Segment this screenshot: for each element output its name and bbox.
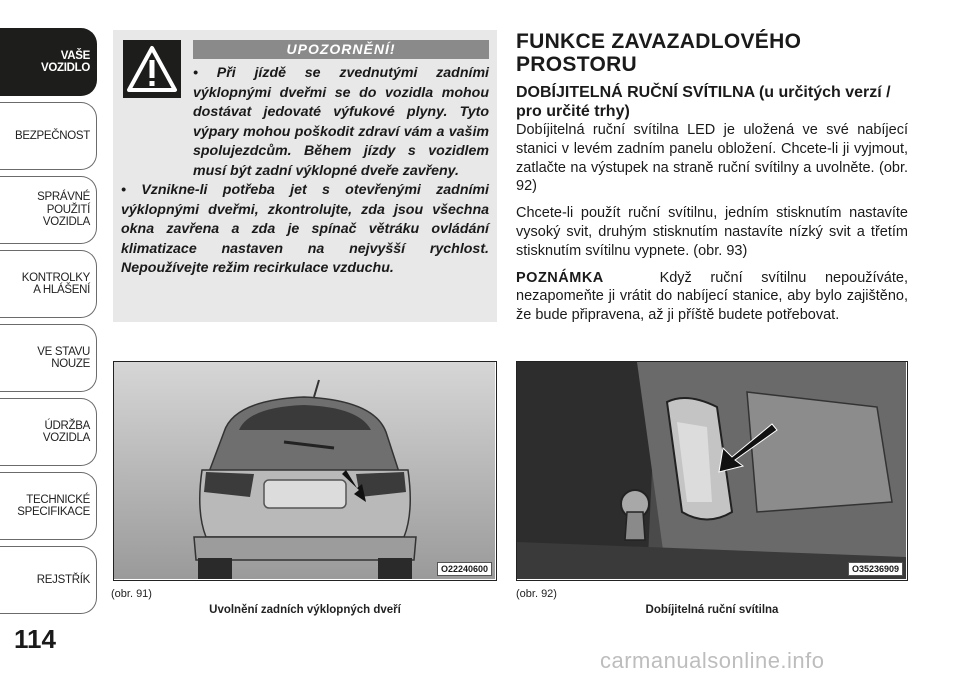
tab-technicke-specifikace[interactable]	[0, 472, 97, 540]
tab-label: KONTROLKY A HLÁŠENÍ	[21, 271, 90, 296]
tab-ve-stavu-nouze[interactable]	[0, 324, 97, 392]
tab-udrzba[interactable]	[0, 398, 97, 466]
figure-code: O22240600	[437, 562, 492, 576]
tab-bezpecnost[interactable]	[0, 102, 97, 170]
figure-91-caption: Uvolnění zadních výklopných dveří	[209, 604, 401, 616]
watermark: carmanualsonline.info	[600, 648, 825, 673]
paragraph-2: Chcete-li použít ruční svítilnu, jedním stisknutím nastavíte vysoký svit, druhým stisknutím nastavíte nízký svit a třetím stisknutím svítilnu vypnete. (obr. 93)	[516, 205, 908, 259]
tab-vase-vozidlo[interactable]	[0, 28, 97, 96]
note-paragraph	[516, 269, 908, 325]
warning-box	[113, 30, 497, 322]
figure-92-caption: Dobíjitelná ruční svítilna	[645, 604, 779, 616]
tab-label: TECHNICKÉ SPECIFIKACE	[17, 493, 90, 518]
section-subheading: DOBÍJITELNÁ RUČNÍ SVÍTILNA (u určitých verzí / pro určité trhy)	[516, 84, 891, 120]
warning-title: UPOZORNĚNÍ!	[193, 40, 489, 59]
note-label: POZNÁMKA	[516, 269, 604, 286]
section-content	[516, 30, 908, 333]
paragraph-1: Dobíjitelná ruční svítilna LED je uložená ve své nabíjecí stanici v levém zadním panelu obložení. Chcete-li ji vyjmout, zatlačte na výstupek na straně ruční svítilny a uvolněte. (obr. 92)	[516, 122, 908, 195]
figure-92-ref: (obr. 92)	[516, 588, 557, 600]
tab-kontrolky[interactable]	[0, 250, 97, 318]
note-text: Když ruční svítilnu nepoužíváte, nezapomeňte ji vrátit do nabíjecí stanice, aby bylo zajištěno, že bude připravena, až ji příště budete potřebovat.	[516, 269, 908, 324]
flashlight-in-panel-icon	[517, 362, 906, 579]
tab-label: SPRÁVNÉ POUŽITÍ VOZIDLA	[37, 191, 90, 229]
chapter-tabs	[0, 28, 97, 620]
figure-code: O35236909	[848, 562, 903, 576]
tab-label: ÚDRŽBA VOZIDLA	[42, 419, 90, 444]
warning-paragraph-2: • Vznikne-li potřeba jet s otevřenými zadními výklopnými dveřmi, zkontrolujte, zda jsou všechna okna zavřena a zda je spínač větráku ovládání klimatizace nastaven na nejvyšší rychlost. Nepoužívejte režim recirkulace vzduchu.	[121, 182, 489, 276]
tab-spravne-pouziti[interactable]	[0, 176, 97, 244]
figure-91	[113, 361, 497, 581]
warning-text	[121, 64, 489, 279]
page-number: 114	[14, 624, 56, 654]
section-heading: FUNKCE ZAVAZADLOVÉHO PROSTORU	[516, 30, 802, 76]
car-rear-view-icon	[114, 362, 495, 579]
tab-label: VE STAVU NOUZE	[37, 345, 90, 370]
tab-label: VAŠE VOZIDLO	[40, 49, 90, 74]
tab-label: REJSTŘÍK	[36, 573, 90, 586]
tab-label: BEZPEČNOST	[15, 129, 90, 142]
warning-paragraph-1: • Při jízdě se zvednutými zadními výklopnými dveřmi se do vozidla mohou dostávat jedovaté výfukové plyny. Tyto výpary mohou poškodit zdraví vám a vašim spolujezdcům. Během jízdy s vozidlem musí být zadní výklopné dveře zavřeny.	[193, 65, 489, 179]
figure-91-ref: (obr. 91)	[111, 588, 152, 600]
tab-rejstrik[interactable]	[0, 546, 97, 614]
figure-92	[516, 361, 908, 581]
